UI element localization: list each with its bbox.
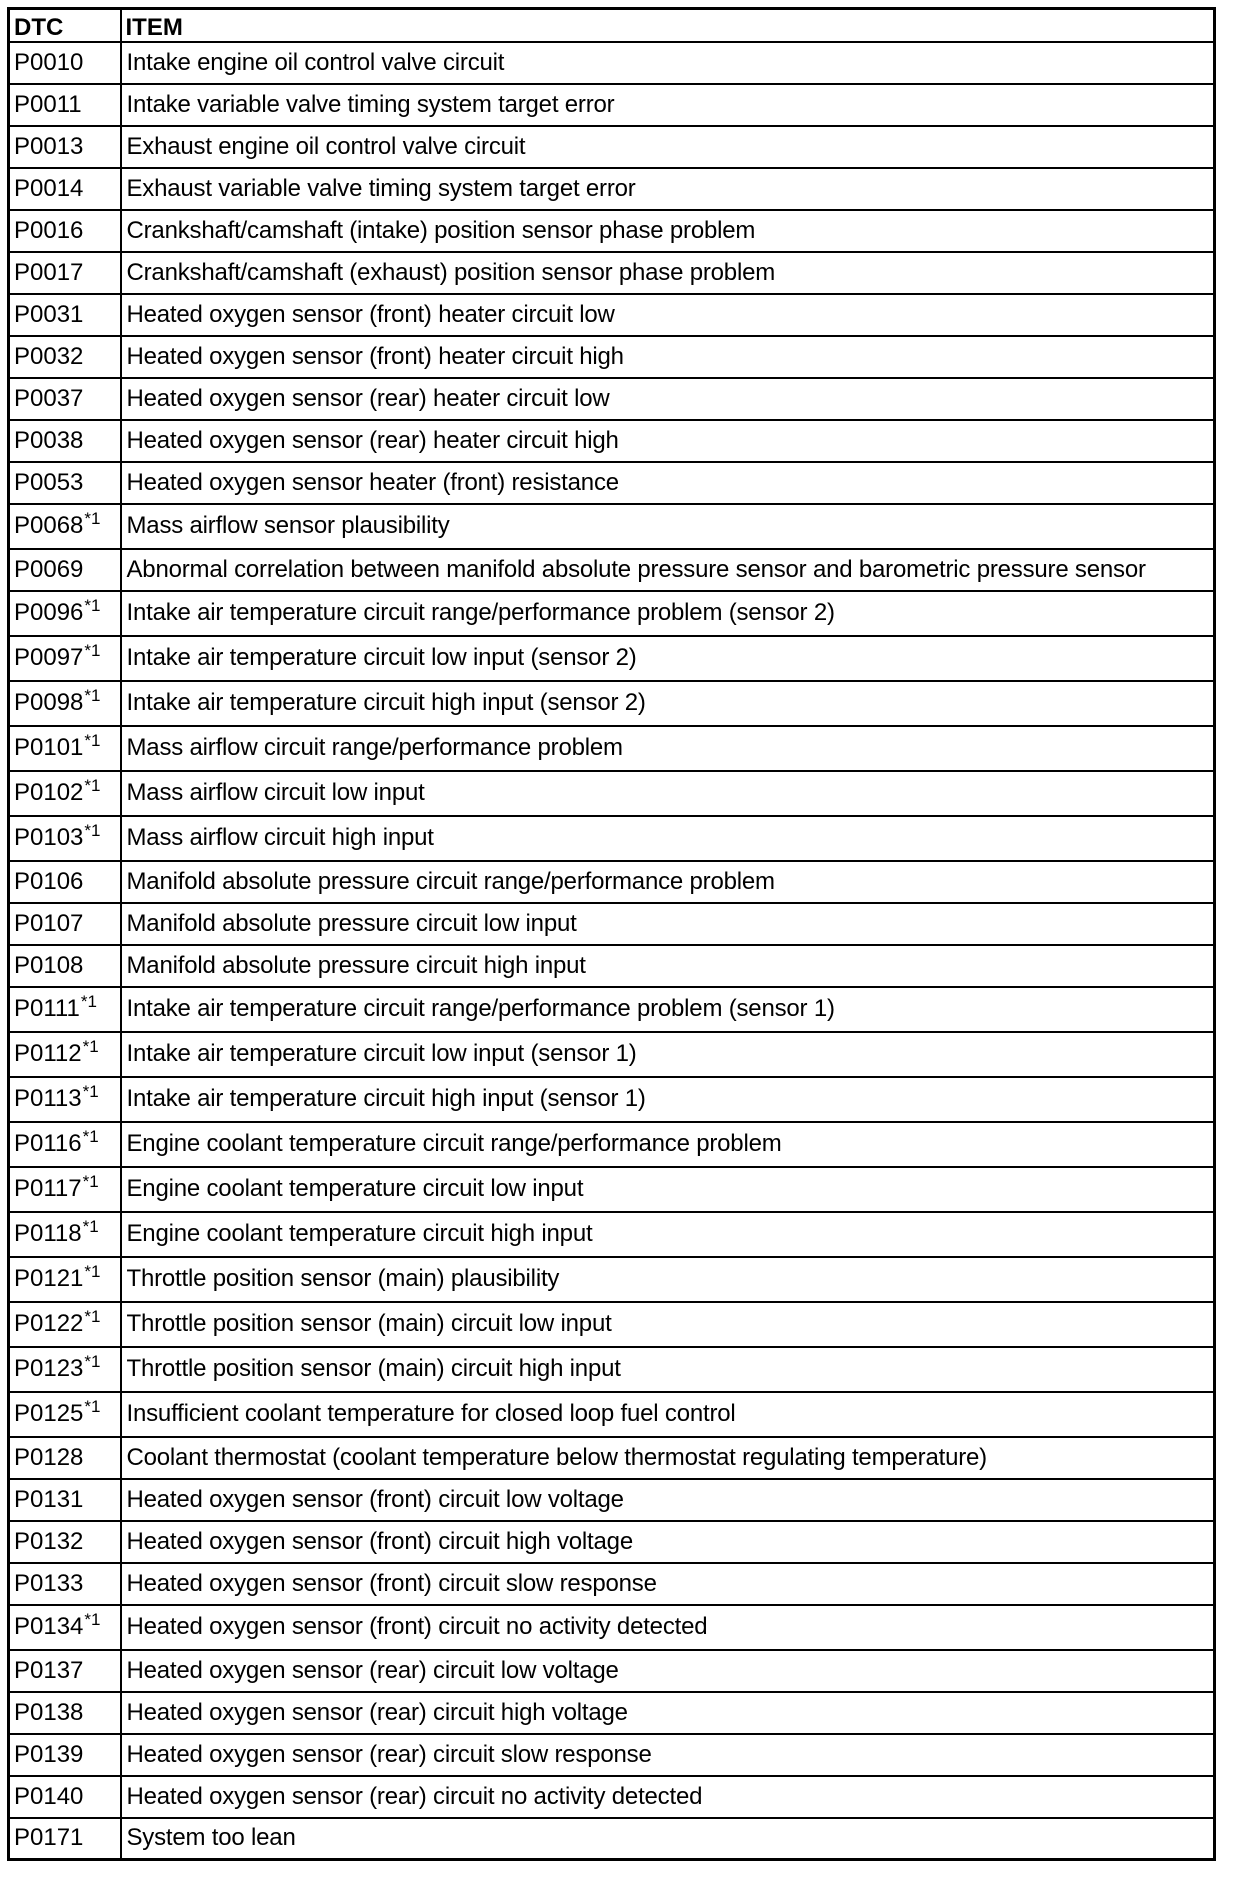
table-row	[9, 1167, 1215, 1212]
dtc-cell	[9, 726, 121, 771]
dtc-cell	[9, 1734, 121, 1776]
footnote-marker: *1	[84, 686, 101, 705]
table-row	[9, 987, 1215, 1032]
table-row	[9, 294, 1215, 336]
table-row	[9, 1392, 1215, 1437]
dtc-code: P0131	[14, 1485, 84, 1513]
table-row	[9, 1479, 1215, 1521]
dtc-code: P0132	[14, 1527, 84, 1555]
table-row	[9, 1437, 1215, 1479]
dtc-code: P0101	[14, 734, 84, 761]
dtc-cell	[9, 1776, 121, 1818]
footnote-marker: *1	[84, 1610, 101, 1629]
table-row	[9, 1212, 1215, 1257]
dtc-cell	[9, 1347, 121, 1392]
table-row	[9, 591, 1215, 636]
dtc-cell	[9, 294, 121, 336]
dtc-cell	[9, 336, 121, 378]
item-cell: Mass airflow circuit low input	[121, 771, 1215, 816]
footnote-marker: *1	[82, 1217, 99, 1236]
item-cell: Heated oxygen sensor (front) heater circuit high	[121, 336, 1215, 378]
item-cell: Mass airflow sensor plausibility	[121, 504, 1215, 549]
footnote-marker: *1	[82, 1172, 99, 1191]
dtc-code: P0011	[14, 90, 82, 118]
dtc-cell	[9, 1605, 121, 1650]
dtc-code: P0097	[14, 644, 84, 671]
dtc-cell	[9, 945, 121, 987]
dtc-code: P0103	[14, 824, 84, 851]
item-cell: Intake air temperature circuit high input (sensor 1)	[121, 1077, 1215, 1122]
dtc-cell	[9, 1521, 121, 1563]
item-cell: Heated oxygen sensor (rear) circuit slow response	[121, 1734, 1215, 1776]
footnote-marker: *1	[80, 992, 97, 1011]
dtc-code: P0068	[14, 512, 84, 539]
table-row	[9, 378, 1215, 420]
dtc-cell	[9, 1563, 121, 1605]
dtc-code: P0111	[14, 995, 80, 1022]
dtc-code: P0117	[14, 1175, 82, 1202]
table-row	[9, 771, 1215, 816]
dtc-code: P0113	[14, 1085, 82, 1112]
item-column-header: ITEM	[121, 9, 1215, 42]
item-cell: Mass airflow circuit high input	[121, 816, 1215, 861]
item-cell: Throttle position sensor (main) circuit low input	[121, 1302, 1215, 1347]
dtc-code: P0037	[14, 384, 84, 412]
dtc-cell	[9, 84, 121, 126]
item-cell: Engine coolant temperature circuit range/performance problem	[121, 1122, 1215, 1167]
item-cell: Engine coolant temperature circuit low input	[121, 1167, 1215, 1212]
table-row	[9, 549, 1215, 591]
table-row	[9, 1776, 1215, 1818]
dtc-code: P0133	[14, 1569, 84, 1597]
dtc-code: P0032	[14, 342, 84, 370]
footnote-marker: *1	[84, 1397, 101, 1416]
dtc-cell	[9, 1479, 121, 1521]
dtc-code: P0053	[14, 468, 84, 496]
item-cell: Heated oxygen sensor (rear) circuit low voltage	[121, 1650, 1215, 1692]
table-row	[9, 210, 1215, 252]
item-cell: Exhaust engine oil control valve circuit	[121, 126, 1215, 168]
table-row	[9, 420, 1215, 462]
item-cell: Crankshaft/camshaft (intake) position sensor phase problem	[121, 210, 1215, 252]
table-header-row	[9, 9, 1215, 42]
item-cell: Intake air temperature circuit range/performance problem (sensor 2)	[121, 591, 1215, 636]
footnote-marker: *1	[84, 821, 101, 840]
item-cell: Heated oxygen sensor (front) circuit high voltage	[121, 1521, 1215, 1563]
dtc-code: P0017	[14, 258, 84, 286]
table-row	[9, 1734, 1215, 1776]
table-row	[9, 336, 1215, 378]
table-row	[9, 1032, 1215, 1077]
dtc-cell	[9, 861, 121, 903]
dtc-code: P0125	[14, 1400, 84, 1427]
footnote-marker: *1	[84, 776, 101, 795]
dtc-code: P0128	[14, 1443, 84, 1471]
footnote-marker: *1	[84, 596, 101, 615]
dtc-cell	[9, 42, 121, 84]
dtc-code: P0069	[14, 555, 84, 583]
dtc-cell	[9, 1077, 121, 1122]
item-cell: Heated oxygen sensor (front) circuit no activity detected	[121, 1605, 1215, 1650]
table-row	[9, 726, 1215, 771]
dtc-cell	[9, 210, 121, 252]
dtc-cell	[9, 126, 121, 168]
dtc-cell	[9, 1257, 121, 1302]
footnote-marker: *1	[82, 1082, 99, 1101]
table-row	[9, 1563, 1215, 1605]
dtc-code: P0116	[14, 1130, 82, 1157]
item-cell: Crankshaft/camshaft (exhaust) position sensor phase problem	[121, 252, 1215, 294]
table-row	[9, 42, 1215, 84]
item-cell: Intake air temperature circuit high input (sensor 2)	[121, 681, 1215, 726]
dtc-table	[7, 7, 1216, 1861]
dtc-code: P0138	[14, 1698, 84, 1726]
dtc-code: P0016	[14, 216, 84, 244]
item-cell: Coolant thermostat (coolant temperature below thermostat regulating temperature)	[121, 1437, 1215, 1479]
footnote-marker: *1	[84, 1307, 101, 1326]
dtc-cell	[9, 681, 121, 726]
dtc-cell	[9, 771, 121, 816]
table-row	[9, 1302, 1215, 1347]
table-row	[9, 861, 1215, 903]
dtc-cell	[9, 504, 121, 549]
table-row	[9, 126, 1215, 168]
table-row	[9, 816, 1215, 861]
dtc-cell	[9, 816, 121, 861]
table-row	[9, 945, 1215, 987]
item-cell: Abnormal correlation between manifold absolute pressure sensor and barometric pressure sensor	[121, 549, 1215, 591]
item-cell: Exhaust variable valve timing system target error	[121, 168, 1215, 210]
item-cell: Intake air temperature circuit low input (sensor 2)	[121, 636, 1215, 681]
table-row	[9, 168, 1215, 210]
item-cell: Intake air temperature circuit range/performance problem (sensor 1)	[121, 987, 1215, 1032]
dtc-cell	[9, 420, 121, 462]
dtc-cell	[9, 1167, 121, 1212]
item-cell: Heated oxygen sensor heater (front) resistance	[121, 462, 1215, 504]
dtc-cell	[9, 1437, 121, 1479]
item-cell: Manifold absolute pressure circuit range/performance problem	[121, 861, 1215, 903]
footnote-marker: *1	[84, 509, 101, 528]
dtc-code: P0098	[14, 689, 84, 716]
dtc-code: P0031	[14, 300, 84, 328]
table-row	[9, 504, 1215, 549]
dtc-cell	[9, 1692, 121, 1734]
table-row	[9, 84, 1215, 126]
table-row	[9, 681, 1215, 726]
dtc-cell	[9, 1032, 121, 1077]
item-cell: Engine coolant temperature circuit high input	[121, 1212, 1215, 1257]
dtc-code: P0139	[14, 1740, 84, 1768]
dtc-code: P0096	[14, 599, 84, 626]
dtc-cell	[9, 987, 121, 1032]
table-row	[9, 1605, 1215, 1650]
dtc-code: P0106	[14, 867, 84, 895]
dtc-cell	[9, 252, 121, 294]
dtc-code: P0121	[14, 1265, 84, 1292]
table-row	[9, 462, 1215, 504]
dtc-cell	[9, 1302, 121, 1347]
item-cell: Heated oxygen sensor (rear) circuit high voltage	[121, 1692, 1215, 1734]
item-cell: Heated oxygen sensor (front) heater circuit low	[121, 294, 1215, 336]
dtc-cell	[9, 1122, 121, 1167]
dtc-code: P0010	[14, 48, 84, 76]
dtc-cell	[9, 1650, 121, 1692]
dtc-code: P0118	[14, 1220, 82, 1247]
item-cell: Mass airflow circuit range/performance problem	[121, 726, 1215, 771]
dtc-code: P0013	[14, 132, 84, 160]
table-row	[9, 1257, 1215, 1302]
item-cell: Throttle position sensor (main) circuit high input	[121, 1347, 1215, 1392]
dtc-code: P0123	[14, 1355, 84, 1382]
item-cell: Heated oxygen sensor (rear) heater circuit low	[121, 378, 1215, 420]
item-cell: Heated oxygen sensor (front) circuit low voltage	[121, 1479, 1215, 1521]
item-cell: Intake engine oil control valve circuit	[121, 42, 1215, 84]
item-cell: Insufficient coolant temperature for closed loop fuel control	[121, 1392, 1215, 1437]
dtc-code: P0140	[14, 1782, 84, 1810]
dtc-code: P0108	[14, 951, 84, 979]
footnote-marker: *1	[84, 1352, 101, 1371]
dtc-cell	[9, 591, 121, 636]
table-row	[9, 1692, 1215, 1734]
table-row	[9, 1818, 1215, 1860]
dtc-code: P0107	[14, 909, 84, 937]
dtc-cell	[9, 462, 121, 504]
table-row	[9, 1650, 1215, 1692]
dtc-cell	[9, 1392, 121, 1437]
dtc-cell	[9, 1212, 121, 1257]
footnote-marker: *1	[82, 1127, 99, 1146]
item-cell: Intake variable valve timing system target error	[121, 84, 1215, 126]
table-row	[9, 1521, 1215, 1563]
table-row	[9, 1122, 1215, 1167]
item-cell: Intake air temperature circuit low input (sensor 1)	[121, 1032, 1215, 1077]
dtc-cell	[9, 636, 121, 681]
item-cell: System too lean	[121, 1818, 1215, 1860]
dtc-cell	[9, 903, 121, 945]
dtc-code: P0112	[14, 1040, 82, 1067]
table-row	[9, 1077, 1215, 1122]
dtc-cell	[9, 168, 121, 210]
dtc-code: P0102	[14, 779, 84, 806]
dtc-code: P0038	[14, 426, 84, 454]
footnote-marker: *1	[84, 1262, 101, 1281]
table-row	[9, 903, 1215, 945]
table-row	[9, 1347, 1215, 1392]
dtc-cell	[9, 1818, 121, 1860]
item-cell: Heated oxygen sensor (front) circuit slow response	[121, 1563, 1215, 1605]
table-row	[9, 636, 1215, 681]
table-row	[9, 252, 1215, 294]
item-cell: Manifold absolute pressure circuit low input	[121, 903, 1215, 945]
dtc-code: P0134	[14, 1613, 84, 1640]
dtc-cell	[9, 549, 121, 591]
footnote-marker: *1	[82, 1037, 99, 1056]
footnote-marker: *1	[84, 731, 101, 750]
dtc-code: P0122	[14, 1310, 84, 1337]
footnote-marker: *1	[84, 641, 101, 660]
dtc-code: P0014	[14, 174, 84, 202]
item-cell: Manifold absolute pressure circuit high input	[121, 945, 1215, 987]
item-cell: Heated oxygen sensor (rear) heater circuit high	[121, 420, 1215, 462]
item-cell: Throttle position sensor (main) plausibility	[121, 1257, 1215, 1302]
item-cell: Heated oxygen sensor (rear) circuit no activity detected	[121, 1776, 1215, 1818]
dtc-code: P0171	[14, 1824, 84, 1852]
dtc-column-header: DTC	[9, 9, 121, 42]
dtc-code: P0137	[14, 1656, 84, 1684]
dtc-cell	[9, 378, 121, 420]
table-body	[9, 42, 1215, 1860]
